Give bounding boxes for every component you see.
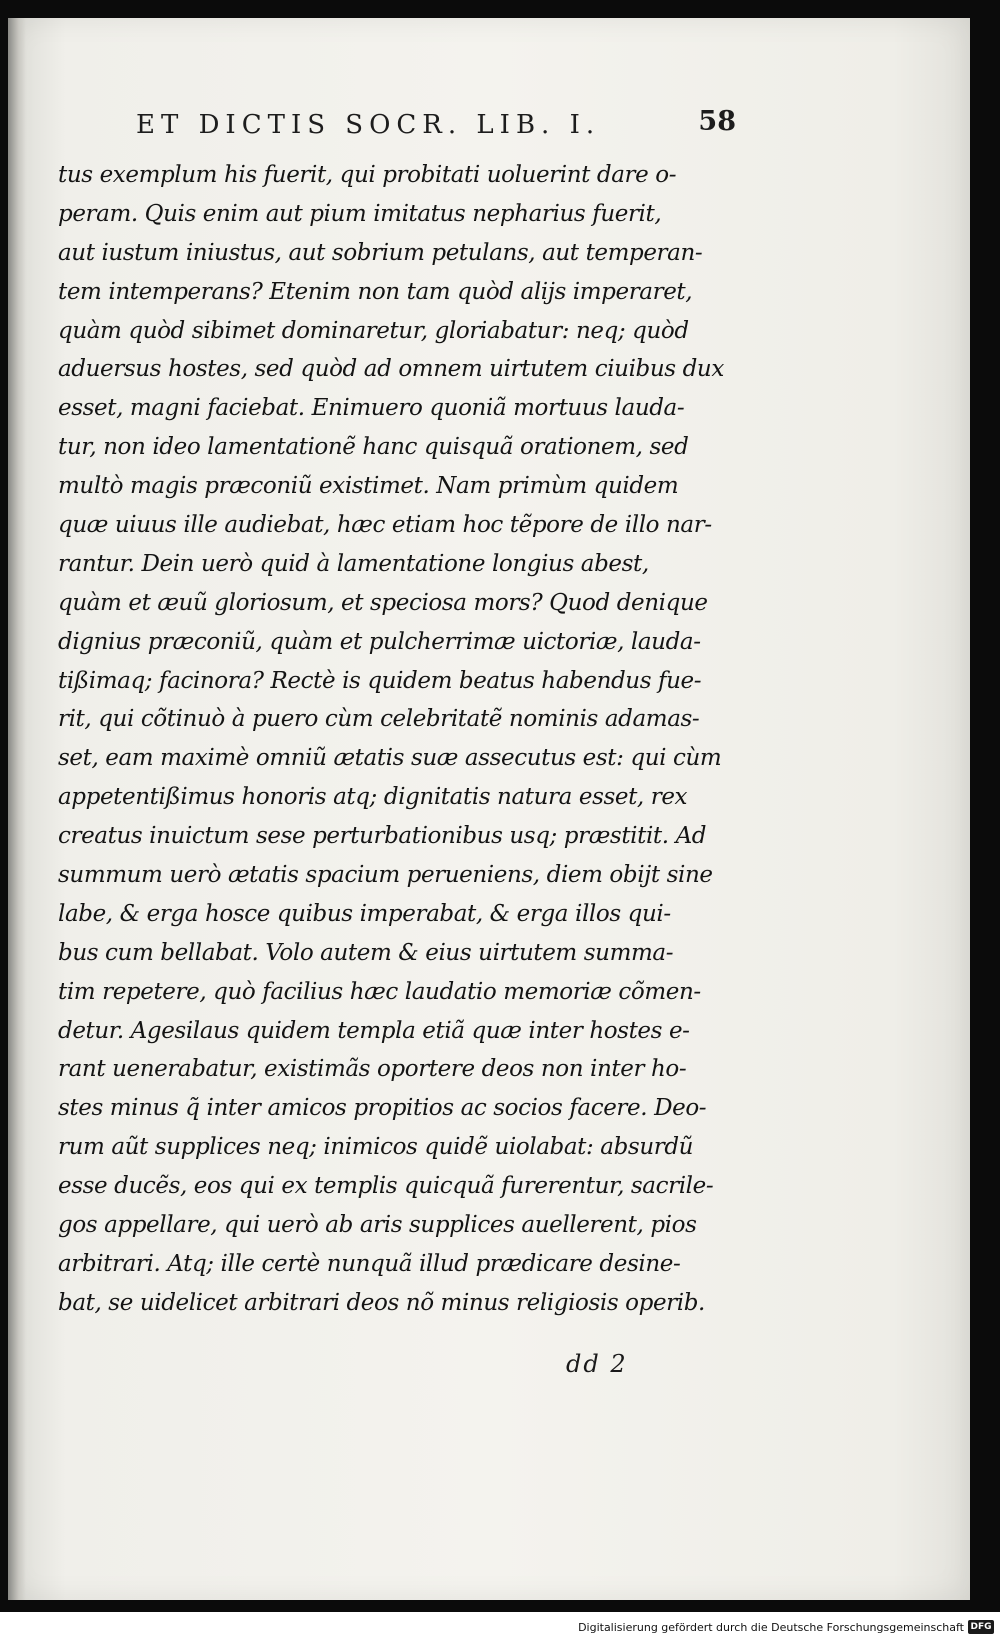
text-line: tißimaq; facinora? Rectè is quidem beatus habendus fue- bbox=[58, 667, 702, 694]
text-line: labe, & erga hosce quibus imperabat, & erga illos qui- bbox=[58, 900, 671, 927]
text-line: tem intemperans? Etenim non tam quòd alijs imperaret, bbox=[58, 278, 693, 305]
text-line: quàm quòd sibimet dominaretur, gloriabatur: neq; quòd bbox=[58, 317, 689, 344]
text-line: aut iustum iniustus, aut sobrium petulans, aut temperan- bbox=[58, 239, 703, 266]
folio-number: 58 bbox=[698, 106, 736, 137]
signature-mark: dd 2 bbox=[566, 1350, 628, 1378]
body-text bbox=[58, 156, 758, 1323]
text-line: appetentißimus honoris atq; dignitatis natura esset, rex bbox=[58, 784, 688, 811]
text-line: tur, non ideo lamentationẽ hanc quisquã orationem, sed bbox=[58, 434, 689, 461]
dfg-logo: DFG bbox=[968, 1620, 994, 1634]
text-line: aduersus hostes, sed quòd ad omnem uirtutem ciuibus dux bbox=[58, 356, 724, 383]
text-line: esse ducẽs, eos qui ex templis quicquã furerentur, sacrile- bbox=[58, 1173, 714, 1200]
text-line: dignius præconiũ, quàm et pulcherrimæ uictoriæ, lauda- bbox=[58, 628, 701, 655]
page-gutter-shadow bbox=[8, 18, 26, 1600]
text-line: esset, magni faciebat. Enimuero quoniã mortuus lauda- bbox=[58, 395, 685, 422]
running-title: ET DICTIS SOCR. LIB. I. bbox=[136, 110, 601, 140]
text-line: tim repetere, quò facilius hæc laudatio memoriæ cõmen- bbox=[58, 978, 701, 1005]
text-line: arbitrari. Atq; ille certè nunquã illud prædicare desine- bbox=[58, 1250, 681, 1277]
text-line: summum uerò ætatis spacium perueniens, diem obijt sine bbox=[58, 862, 713, 889]
text-line: bat, se uidelicet arbitrari deos nõ minus religiosis operib. bbox=[58, 1289, 705, 1316]
text-line: set, eam maximè omniũ ætatis suæ assecutus est: qui cùm bbox=[58, 745, 722, 772]
text-line: quæ uiuus ille audiebat, hæc etiam hoc tẽpore de illo nar- bbox=[58, 512, 712, 539]
text-line: quàm et æuũ gloriosum, et speciosa mors? Quod denique bbox=[58, 589, 708, 616]
text-line: tus exemplum his fuerit, qui probitati uoluerint dare o- bbox=[58, 162, 677, 188]
footer-bar bbox=[0, 1612, 1000, 1642]
text-line: peram. Quis enim aut pium imitatus nepharius fuerit, bbox=[58, 200, 662, 227]
text-line: rantur. Dein uerò quid à lamentatione longius abest, bbox=[58, 550, 649, 577]
text-line: rit, qui cõtinuò à puero cùm celebritatẽ nominis adamas- bbox=[58, 706, 700, 733]
text-line: gos appellare, qui uerò ab aris supplices auellerent, pios bbox=[58, 1212, 697, 1239]
running-head bbox=[136, 106, 736, 150]
text-line: detur. Agesilaus quidem templa etiã quæ inter hostes e- bbox=[58, 1017, 690, 1044]
text-line: rant uenerabatur, existimãs oportere deos non inter ho- bbox=[58, 1056, 687, 1083]
text-line: rum aũt supplices neq; inimicos quidẽ uiolabat: absurdũ bbox=[58, 1134, 694, 1161]
text-line: bus cum bellabat. Volo autem & eius uirtutem summa- bbox=[58, 939, 674, 966]
text-line: creatus inuictum sese perturbationibus usq; præstitit. Ad bbox=[58, 823, 707, 850]
funding-credit: Digitalisierung gefördert durch die Deutsche Forschungsgemeinschaft bbox=[578, 1621, 964, 1634]
book-page bbox=[8, 18, 970, 1600]
text-line: multò magis præconiũ existimet. Nam primùm quidem bbox=[58, 473, 679, 500]
text-line: stes minus q̃ inter amicos propitios ac socios facere. Deo- bbox=[58, 1095, 707, 1122]
